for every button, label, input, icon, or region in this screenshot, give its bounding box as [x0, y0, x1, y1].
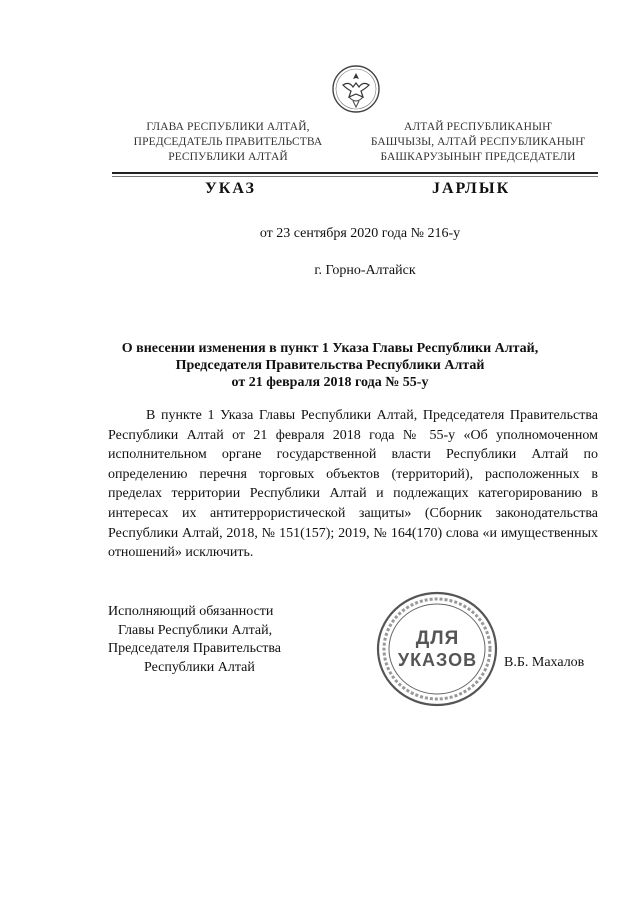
header-right-line: БАШЧЫЗЫ, АЛТАЙ РЕСПУБЛИКАНЫҤ	[370, 136, 586, 148]
coat-of-arms-emblem	[331, 63, 381, 115]
doc-type-ru: УКАЗ	[205, 180, 256, 197]
doc-type-alt: ЈАРЛЫК	[432, 180, 511, 197]
signatory-line: Главы Республики Алтай,	[118, 622, 273, 638]
subject-line: от 21 февраля 2018 года № 55-у	[231, 375, 429, 390]
signatory-name: В.Б. Махалов	[504, 655, 585, 670]
header-left-line: ГЛАВА РЕСПУБЛИКИ АЛТАЙ,	[146, 121, 310, 133]
header-left-block	[108, 120, 348, 165]
date-line: от 23 сентября 2020 года № 216-у	[259, 226, 461, 241]
coat-of-arms-icon	[331, 63, 381, 115]
header-right-block	[352, 120, 604, 165]
signatory-line: Исполняющий обязанности	[108, 604, 274, 619]
signatory-title	[108, 603, 281, 677]
place: г. Горно-Алтайск	[314, 263, 416, 278]
document-subject	[80, 340, 580, 391]
subject-line: Председателя Правительства Республики Алтай	[175, 358, 485, 373]
body-paragraph: В пункте 1 Указа Главы Республики Алтай, Председателя Правительства Республики Алтай от 21 февраля 2018 года № 55-у «Об уполномоченном исполнительном органе государственной власти Республики Алтай по определению перечня торговых объектов (территорий), расположенных в пределах территории Республики Алтай и подлежащих категорированию в интересах их антитеррористической защиты» (Сборник законодательства Республики Алтай, 2018, № 151(157); 2019, № 164(170) слова «и имущественных отношений» исключить.	[108, 408, 598, 561]
header-rule-thin	[112, 176, 598, 177]
subject-line: О внесении изменения в пункт 1 Указа Главы Республики Алтай,	[121, 341, 539, 356]
signatory-line: Председателя Правительства	[108, 641, 282, 656]
header-left-line: ПРЕДСЕДАТЕЛЬ ПРАВИТЕЛЬСТВА	[133, 136, 323, 148]
signatory-line: Республики Алтай	[144, 659, 255, 675]
stamp-text-1: ДЛЯ	[415, 628, 460, 649]
header-left-line: РЕСПУБЛИКИ АЛТАЙ	[168, 151, 288, 163]
stamp-text-2: УКАЗОВ	[397, 650, 478, 670]
official-stamp	[375, 590, 500, 708]
header-right-line: АЛТАЙ РЕСПУБЛИКАНЫҤ	[404, 121, 552, 133]
header-rule-thick	[112, 172, 598, 174]
header-right-line: БАШКАРУЗЫНЫҤ ПРЕДСЕДАТЕЛИ	[380, 151, 576, 163]
